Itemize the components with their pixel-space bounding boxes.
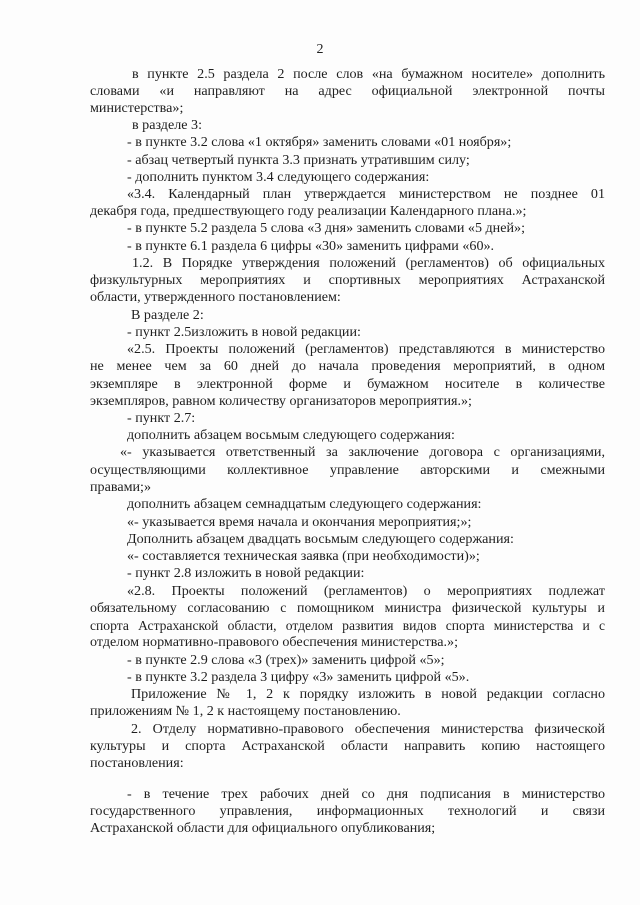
text-line: - в течение трех рабочих дней со дня подписания в министерство (127, 786, 605, 802)
text-line: Дополнить абзацем двадцать восьмым следующего содержания: (127, 531, 514, 547)
text-line: Астраханской области для официального опубликования; (90, 820, 436, 836)
text-line: экземпляре в электронной форме и бумажном носителе в количестве (90, 376, 605, 392)
text-line: - пункт 2.8 изложить в новой редакции: (127, 565, 365, 581)
text-line: осуществляющими коллективное управление авторскими и смежными (90, 462, 605, 478)
page-number: 2 (316, 42, 324, 57)
text-line: «2.8. Проекты положений (регламентов) о мероприятиях подлежат (127, 583, 605, 599)
text-line: 1.2. В Порядке утверждения положений (регламентов) об официальных (132, 255, 605, 271)
text-line: не менее чем за 60 дней до начала проведения мероприятий, в одном (90, 358, 605, 374)
text-line: государственного управления, информационных технологий и связи (90, 803, 605, 819)
text-line: правами;» (90, 479, 151, 495)
text-line: - в пункте 3.2 слова «1 октября» заменить словами «01 ноября»; (127, 134, 512, 150)
text-line: «- указывается время начала и окончания мероприятия;»; (127, 514, 472, 530)
text-line: культуры и спорта Астраханской области направить копию настоящего (90, 738, 605, 754)
text-line: дополнить абзацем восьмым следующего содержания: (127, 427, 455, 443)
text-line: экземпляров, равном количеству организаторов мероприятия.»; (90, 393, 472, 409)
text-line: - абзац четвертый пункта 3.3 признать утратившим силу; (127, 152, 470, 168)
text-line: - пункт 2.7: (127, 410, 196, 426)
text-line: декабря года, предшествующего году реализации Календарного плана.»; (90, 203, 527, 219)
text-line: в разделе 3: (132, 117, 202, 133)
text-line: В разделе 2: (131, 307, 204, 323)
text-line: спорта Астраханской области, отделом развития видов спорта министерства и с (90, 618, 605, 633)
text-line: обязательному согласованию с помощником министра физической культуры и (90, 601, 605, 616)
text-line: «- составляется техническая заявка (при необходимости)»; (127, 548, 480, 564)
text-line: постановления: (90, 755, 184, 771)
text-line: - в пункте 6.1 раздела 6 цифры «30» заменить цифрами «60». (127, 238, 495, 254)
text-line: - дополнить пунктом 3.4 следующего содержания: (127, 169, 430, 185)
text-line: - в пункте 2.9 слова «3 (трех)» заменить цифрой «5»; (127, 652, 445, 668)
text-line: отделом нормативно-правового обеспечения министерства.»; (90, 634, 459, 650)
text-line: «3.4. Календарный план утверждается министерством не позднее 01 (127, 186, 605, 202)
text-line: словами «и направляют на адрес официальной электронной почты (90, 83, 605, 99)
text-line: физкультурных мероприятиях и спортивных мероприятиях Астраханской (90, 272, 605, 288)
text-line: - в пункте 3.2 раздела 3 цифру «3» заменить цифрой «5». (127, 669, 470, 685)
text-line: приложениям № 1, 2 к настоящему постановлению. (90, 703, 401, 719)
text-line: 2. Отделу нормативно-правового обеспечения министерства физической (131, 721, 605, 737)
text-line: в пункте 2.5 раздела 2 после слов «на бумажном носителе» дополнить (132, 66, 605, 82)
text-line: - пункт 2.5изложить в новой редакции: (127, 324, 361, 340)
text-line: Приложение № 1, 2 к порядку изложить в новой редакции согласно (131, 686, 605, 702)
text-line: «2.5. Проекты положений (регламентов) представляются в министерство (127, 341, 605, 357)
text-line: области, утвержденного постановлением: (90, 289, 341, 305)
text-line: - в пункте 5.2 раздела 5 слова «3 дня» заменить словами «5 дней»; (127, 220, 525, 236)
text-line: министерства»; (90, 100, 184, 116)
text-line: дополнить абзацем семнадцатым следующего содержания: (127, 496, 482, 512)
text-line: «- указывается ответственный за заключение договора с организациями, (120, 444, 605, 460)
